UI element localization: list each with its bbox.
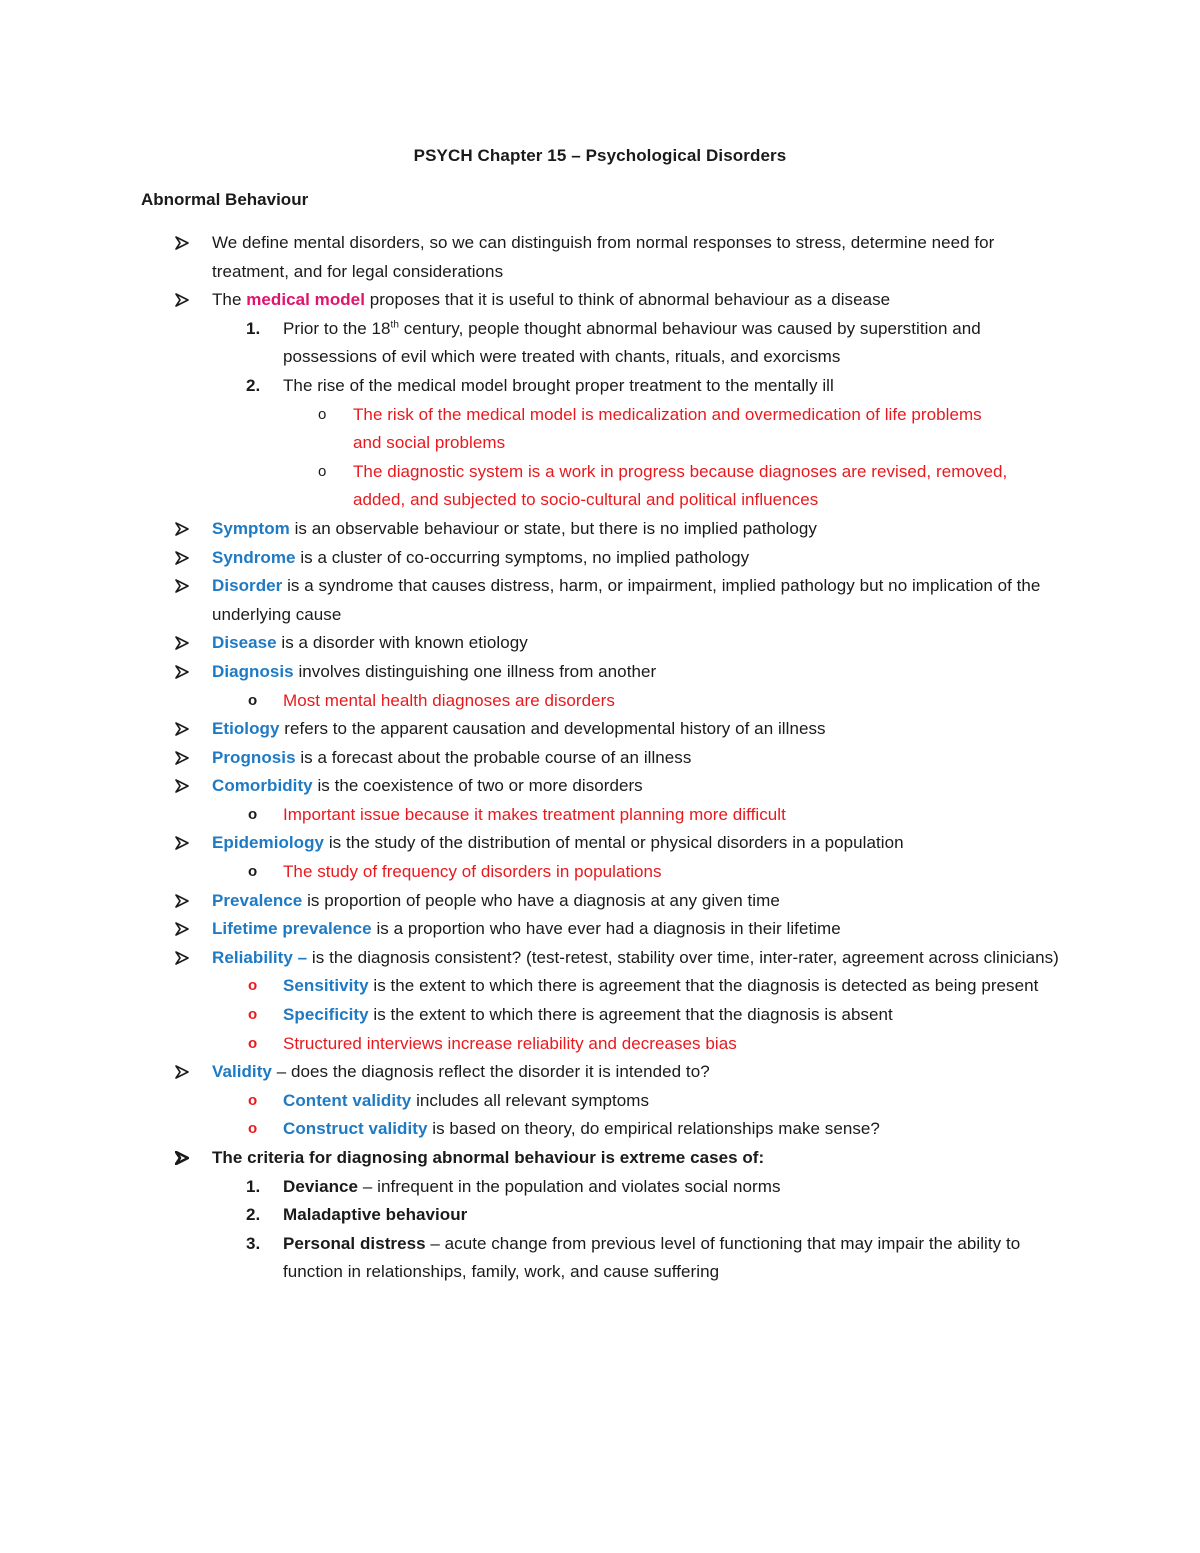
definition-text: refers to the apparent causation and developmental history of an illness [279, 719, 826, 739]
arrowhead-bullet-icon [175, 744, 197, 765]
list-item [0, 915, 1200, 944]
arrowhead-bullet-icon [175, 944, 197, 965]
definition-text: is based on theory, do empirical relationships make sense? [427, 1119, 880, 1139]
definition-text: is the study of the distribution of mental or physical disorders in a population [324, 833, 904, 853]
list-item [0, 286, 1200, 315]
sub-item [0, 458, 1200, 515]
sub-item [0, 1001, 1200, 1030]
circle-o-bullet-icon: o [248, 691, 258, 709]
sub-item [0, 972, 1200, 1001]
circle-o-bullet-icon: o [248, 863, 258, 881]
term-deviance: Deviance [283, 1176, 359, 1196]
term-personal-distress: Personal distress [283, 1233, 426, 1253]
note-text: The diagnostic system is a work in progress because diagnoses are revised, removed, added, and subjected to socio-cultural and political influences [353, 461, 1008, 510]
arrowhead-bullet-icon [175, 1144, 197, 1165]
list-item [0, 515, 1200, 544]
list-item [0, 744, 1200, 773]
sub-item [0, 858, 1200, 887]
sub-item [0, 1115, 1200, 1144]
definition-text: involves distinguishing one illness from another [293, 661, 657, 681]
term-prevalence: Prevalence [212, 890, 303, 910]
term-syndrome: Syndrome [212, 547, 296, 567]
term-etiology: Etiology [212, 719, 280, 739]
definition-text: includes all relevant symptoms [411, 1090, 650, 1110]
note-text: Most mental health diagnoses are disorders [283, 690, 615, 710]
list-item [0, 887, 1200, 916]
circle-o-bullet-icon: o [248, 1120, 258, 1138]
circle-o-bullet-icon: o [248, 1006, 258, 1024]
list-item [0, 829, 1200, 858]
list-item [0, 1144, 1200, 1173]
term-specificity: Specificity [283, 1005, 369, 1025]
definition-text: – acute change from previous level of functioning that may impair the ability to function in relationships, family, work, and cause suffering [283, 1233, 1021, 1282]
term-symptom: Symptom [212, 518, 290, 538]
definition-text: is the diagnosis consistent? (test-retest, stability over time, inter-rater, agreement across clinicians) [307, 947, 1059, 967]
definition-text: is the extent to which there is agreement that the diagnosis is detected as being present [368, 976, 1039, 996]
term-disorder: Disorder [212, 576, 283, 596]
definition-text: is a cluster of co-occurring symptoms, no implied pathology [295, 547, 750, 567]
list-item [0, 944, 1200, 973]
circle-o-bullet-icon: o [318, 405, 327, 423]
term-prognosis: Prognosis [212, 747, 296, 767]
term-diagnosis: Diagnosis [212, 661, 294, 681]
note-text: The study of frequency of disorders in populations [283, 862, 662, 882]
sub-item [0, 1030, 1200, 1059]
term-medical-model: medical model [246, 290, 365, 310]
definition-text: is a syndrome that causes distress, harm, or impairment, implied pathology but no implication of the underlying cause [212, 576, 1041, 624]
arrowhead-bullet-icon [175, 887, 197, 908]
list-item [0, 772, 1200, 801]
item-number: 3. [246, 1233, 261, 1253]
term-reliability: Reliability – [212, 947, 308, 967]
item-number: 1. [246, 318, 261, 338]
sub-item [0, 801, 1200, 830]
bullet-text: We define mental disorders, so we can distinguish from normal responses to stress, determine need for treatment, and for legal considerations [212, 233, 995, 281]
criteria-heading: The criteria for diagnosing abnormal behaviour is extreme cases of: [212, 1148, 765, 1167]
term-construct-validity: Construct validity [283, 1119, 428, 1139]
sub-item [0, 1087, 1200, 1116]
circle-o-bullet-icon: o [248, 1091, 258, 1109]
item-number: 2. [246, 375, 261, 395]
numbered-item [0, 372, 1200, 401]
arrowhead-bullet-icon [175, 572, 197, 593]
section-heading: Abnormal Behaviour [141, 190, 309, 209]
arrowhead-bullet-icon [175, 544, 197, 565]
item-text: Prior to the 18 [283, 318, 391, 338]
circle-o-bullet-icon: o [248, 805, 258, 823]
definition-text: is a disorder with known etiology [276, 633, 528, 653]
list-item [0, 629, 1200, 658]
numbered-item [0, 1230, 1200, 1287]
circle-o-bullet-icon: o [318, 462, 327, 480]
definition-text: is a proportion who have ever had a diagnosis in their lifetime [371, 919, 841, 939]
term-comorbidity: Comorbidity [212, 776, 313, 796]
list-item [0, 658, 1200, 687]
arrowhead-bullet-icon [175, 1058, 197, 1079]
arrowhead-bullet-icon [175, 772, 197, 793]
list-item [0, 572, 1200, 629]
term-lifetime-prevalence: Lifetime prevalence [212, 919, 372, 939]
definition-text: is a forecast about the probable course of an illness [295, 747, 692, 767]
arrowhead-bullet-icon [175, 515, 197, 536]
item-text: The rise of the medical model brought proper treatment to the mentally ill [283, 375, 834, 395]
numbered-item [0, 315, 1200, 372]
definition-text: – infrequent in the population and violates social norms [358, 1176, 781, 1196]
definition-text: is the extent to which there is agreement that the diagnosis is absent [368, 1005, 893, 1025]
item-number: 1. [246, 1176, 261, 1196]
term-sensitivity: Sensitivity [283, 976, 369, 996]
term-validity: Validity [212, 1062, 272, 1082]
list-item [0, 715, 1200, 744]
definition-text: – does the diagnosis reflect the disorder it is intended to? [271, 1062, 710, 1082]
numbered-item [0, 1173, 1200, 1202]
definition-text: is the coexistence of two or more disorders [312, 776, 643, 796]
sub-item [0, 401, 1200, 458]
item-number: 2. [246, 1205, 261, 1225]
list-item [0, 229, 1200, 286]
bullet-text: proposes that it is useful to think of abnormal behaviour as a disease [364, 290, 891, 310]
notes-content [0, 229, 1200, 1287]
circle-o-bullet-icon: o [248, 977, 258, 995]
definition-text: is an observable behaviour or state, but there is no implied pathology [289, 518, 817, 538]
arrowhead-bullet-icon [175, 286, 197, 307]
note-text: The risk of the medical model is medicalization and overmedication of life problems and social problems [353, 404, 982, 453]
list-item [0, 544, 1200, 573]
list-item [0, 1058, 1200, 1087]
bullet-text: The [212, 290, 247, 310]
term-maladaptive-behaviour: Maladaptive behaviour [283, 1205, 468, 1225]
definition-text: is proportion of people who have a diagnosis at any given time [302, 890, 780, 910]
arrowhead-bullet-icon [175, 229, 197, 250]
sub-item [0, 687, 1200, 716]
arrowhead-bullet-icon [175, 658, 197, 679]
arrowhead-bullet-icon [175, 715, 197, 736]
superscript: th [390, 319, 399, 331]
term-content-validity: Content validity [283, 1090, 412, 1110]
document-title: PSYCH Chapter 15 – Psychological Disorders [413, 146, 787, 165]
arrowhead-bullet-icon [175, 915, 197, 936]
term-disease: Disease [212, 633, 277, 653]
circle-o-bullet-icon: o [248, 1034, 258, 1052]
note-text: Important issue because it makes treatment planning more difficult [283, 804, 786, 824]
item-text: century, people thought abnormal behaviour was caused by superstition and possessions of evil which were treated with chants, rituals, and exorcisms [283, 318, 981, 367]
arrowhead-bullet-icon [175, 629, 197, 650]
arrowhead-bullet-icon [175, 829, 197, 850]
note-text: Structured interviews increase reliability and decreases bias [283, 1033, 737, 1053]
numbered-item [0, 1201, 1200, 1230]
term-epidemiology: Epidemiology [212, 833, 325, 853]
